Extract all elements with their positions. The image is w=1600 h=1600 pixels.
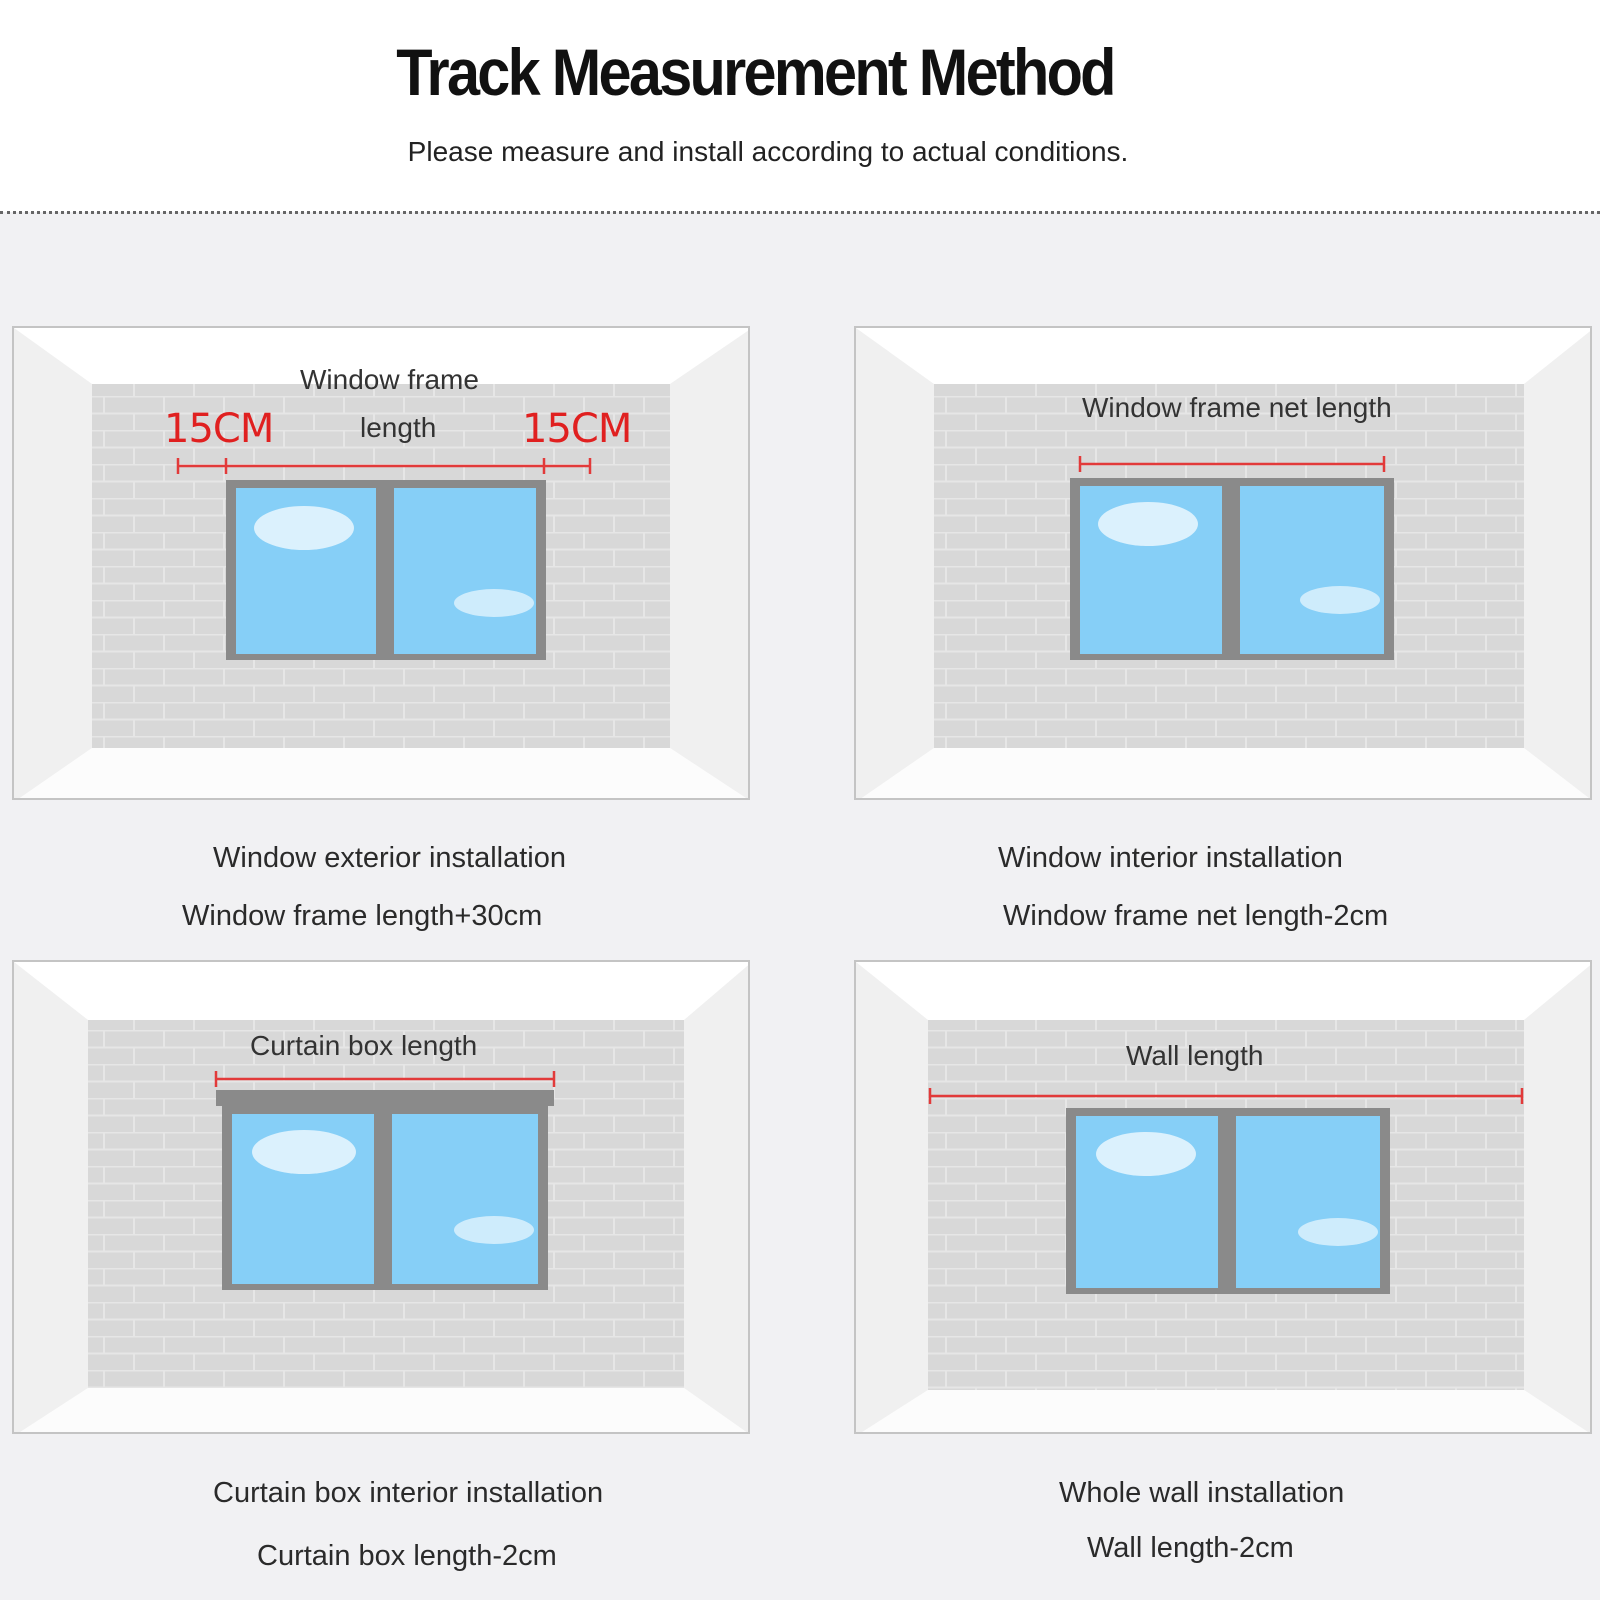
page-title: Track Measurement Method — [396, 35, 1114, 109]
panel-whole-wall — [854, 960, 1592, 1434]
window-pane-right — [1240, 486, 1384, 654]
offset-right-label: 15CM — [522, 406, 632, 452]
header — [0, 0, 1600, 212]
caption-title-1: Window exterior installation — [213, 842, 566, 874]
curtain-box — [216, 1090, 554, 1106]
window-pane-right — [1236, 1116, 1380, 1288]
measure-label-line1: Window frame — [300, 364, 479, 395]
caption-title-4: Whole wall installation — [1059, 1477, 1345, 1509]
window-pane-right — [394, 488, 536, 654]
caption-formula-1: Window frame length+30cm — [182, 900, 543, 932]
caption-title-3: Curtain box interior installation — [213, 1477, 604, 1509]
measure-label: Window frame net length — [1082, 392, 1392, 423]
measure-label: Wall length — [1126, 1040, 1264, 1071]
panel-curtain-box — [12, 960, 750, 1434]
caption-title-2: Window interior installation — [998, 842, 1343, 874]
dotted-divider — [0, 211, 1600, 214]
panel-window-interior — [854, 326, 1592, 800]
measure-label-line2: length — [360, 412, 437, 443]
whole-wall-illustration — [856, 962, 1592, 1434]
offset-left-label: 15CM — [164, 406, 274, 452]
page-subtitle: Please measure and install according to actual conditions. — [407, 136, 1129, 167]
caption-formula-2: Window frame net length-2cm — [1003, 900, 1389, 932]
window-pane-right — [392, 1114, 538, 1284]
window-exterior-illustration — [14, 328, 750, 800]
measure-label: Curtain box length — [250, 1030, 478, 1061]
caption-formula-3: Curtain box length-2cm — [257, 1540, 557, 1572]
panel-window-exterior — [12, 326, 750, 800]
caption-formula-4: Wall length-2cm — [1087, 1532, 1294, 1564]
